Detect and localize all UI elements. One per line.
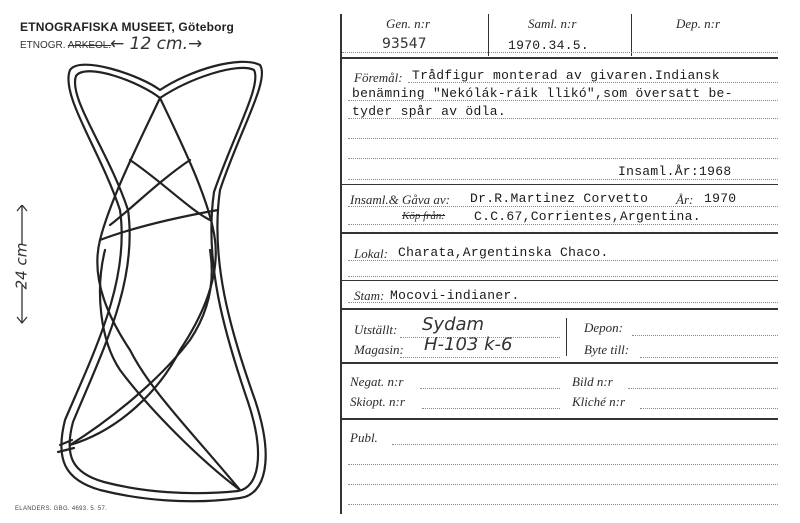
dotline — [348, 118, 778, 119]
dotline — [348, 179, 778, 180]
bild-label: Bild n:r — [572, 374, 613, 389]
dotline — [348, 260, 778, 261]
rule-6 — [342, 418, 778, 420]
dotline — [348, 276, 778, 277]
card-left-border — [340, 14, 342, 514]
header-dotline — [342, 52, 778, 53]
dotline — [632, 335, 778, 336]
utstallt-label: Utställt: — [354, 322, 398, 337]
dotline — [628, 388, 778, 389]
rule-2 — [342, 232, 778, 234]
header-divider-2 — [631, 14, 632, 56]
stam-value: Mocovi-indianer. — [390, 288, 520, 303]
insaml-label: Insaml.& Gåva av: — [350, 192, 451, 207]
dotline — [392, 444, 778, 445]
dotline — [420, 388, 560, 389]
gen-label: Gen. n:r — [386, 16, 431, 31]
rule-3 — [342, 280, 778, 281]
dotline — [408, 82, 778, 83]
header-divider-1 — [488, 14, 489, 56]
string-figure-drawing — [40, 50, 280, 510]
foremal-line-3: tyder spår av ödla. — [352, 104, 506, 119]
dotline — [348, 302, 778, 303]
vertical-divider — [566, 318, 567, 356]
saml-value: 1970.34.5. — [508, 38, 590, 53]
dotline — [348, 464, 778, 465]
gen-value: 93547 — [382, 36, 427, 52]
dotline — [640, 408, 778, 409]
cliche-label: Kliché n:r — [572, 394, 626, 409]
kop-value: C.C.67,Corrientes,Argentina. — [474, 209, 701, 224]
dotline — [348, 158, 778, 159]
header-bottom-rule — [342, 57, 778, 59]
year-label: År: — [676, 192, 694, 207]
dotline — [400, 337, 560, 338]
museum-header: ETNOGRAFISKA MUSEET, Göteborg — [20, 20, 235, 34]
year-value: 1970 — [704, 191, 737, 206]
width-note: ← 12 cm.→ — [110, 34, 203, 54]
lokal-label: Lokal: — [354, 246, 388, 261]
dep-label: Dep. n:r — [676, 16, 721, 31]
rule-4 — [342, 308, 778, 310]
foremal-line-2: benämning "Nekólák-ráik llikó",som översatt be- — [352, 86, 733, 101]
magasin-label: Magasin: — [354, 342, 404, 357]
dotline — [348, 100, 778, 101]
kop-label: Köp från: — [402, 210, 446, 222]
skiopt-label: Skiopt. n:r — [350, 394, 405, 409]
lokal-value: Charata,Argentinska Chaco. — [398, 245, 609, 260]
insaml-value: Dr.R.Martinez Corvetto — [470, 191, 649, 206]
printer-mark: ELANDERS. GBG. 4693. 5. 57. — [15, 506, 108, 512]
rule-5 — [342, 362, 778, 364]
foremal-line-1: Trådfigur monterad av givaren.Indiansk — [412, 68, 720, 83]
saml-label: Saml. n:r — [528, 16, 577, 31]
struck-arkeol: ARKEOL. — [67, 40, 112, 51]
dotline — [640, 357, 778, 358]
height-note: 24 cm — [12, 242, 31, 290]
foremal-label: Föremål: — [354, 70, 403, 85]
rule-1 — [342, 184, 778, 185]
etnogr-text: ETNOGR. — [20, 40, 66, 51]
dotline — [348, 484, 778, 485]
magasin-value: H-103 k-6 — [424, 334, 513, 355]
dotline — [348, 206, 778, 207]
byte-label: Byte till: — [584, 342, 630, 357]
insaml-ar: Insaml.År:1968 — [618, 164, 732, 179]
dotline — [348, 138, 778, 139]
stam-label: Stam: — [354, 288, 385, 303]
dotline — [348, 224, 778, 225]
utstallt-value: Sydam — [422, 314, 485, 335]
negat-label: Negat. n:r — [350, 374, 404, 389]
dotline — [400, 357, 560, 358]
dotline — [422, 408, 560, 409]
depon-label: Depon: — [584, 320, 623, 335]
publ-label: Publ. — [350, 430, 378, 445]
dotline — [348, 504, 778, 505]
